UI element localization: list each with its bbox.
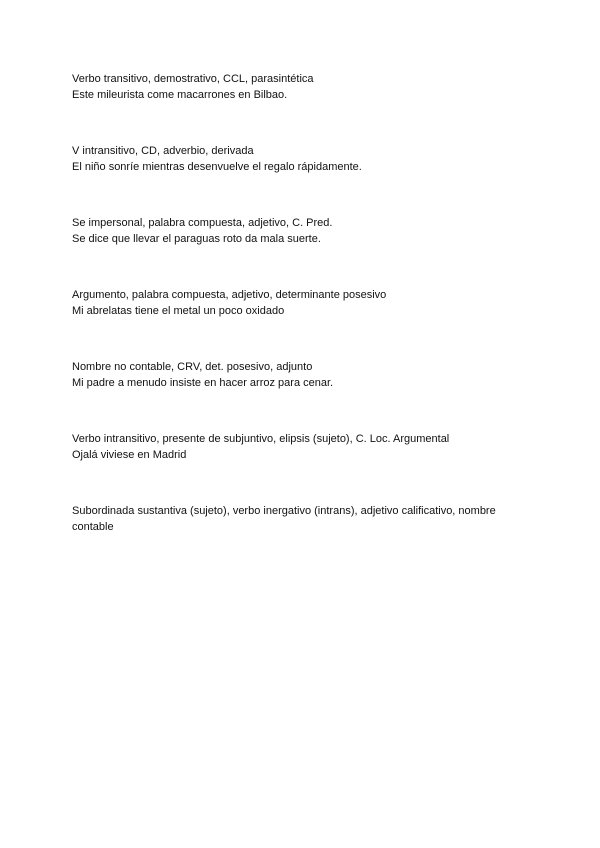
exercise-sentence: Este mileurista come macarrones en Bilbao.: [72, 89, 288, 101]
exercise-prompt: Argumento, palabra compuesta, adjetivo, determinante posesivo: [72, 289, 387, 301]
exercise-block: [72, 71, 528, 103]
exercise-sentence: Mi abrelatas tiene el metal un poco oxidado: [72, 305, 285, 317]
exercise-block: [72, 143, 528, 175]
exercise-block: [72, 503, 528, 535]
exercise-sentence: Mi padre a menudo insiste en hacer arroz para cenar.: [72, 377, 334, 389]
exercise-sentence: Ojalá viviese en Madrid: [72, 449, 187, 461]
exercise-prompt: Subordinada sustantiva (sujeto), verbo inergativo (intrans), adjetivo calificativo, nombre contable: [72, 505, 496, 533]
exercise-prompt: Se impersonal, palabra compuesta, adjetivo, C. Pred.: [72, 217, 333, 229]
exercise-prompt: V intransitivo, CD, adverbio, derivada: [72, 145, 254, 157]
exercise-prompt: Verbo transitivo, demostrativo, CCL, parasintética: [72, 73, 314, 85]
exercise-sentence: Se dice que llevar el paraguas roto da mala suerte.: [72, 233, 321, 245]
exercise-block: [72, 431, 528, 463]
exercise-prompt: Verbo intransitivo, presente de subjuntivo, elipsis (sujeto), C. Loc. Argumental: [72, 433, 450, 445]
exercise-block: [72, 359, 528, 391]
exercise-block: [72, 215, 528, 247]
document-body: [72, 71, 528, 575]
exercise-sentence: El niño sonríe mientras desenvuelve el regalo rápidamente.: [72, 161, 362, 173]
exercise-prompt: Nombre no contable, CRV, det. posesivo, adjunto: [72, 361, 313, 373]
exercise-block: [72, 287, 528, 319]
